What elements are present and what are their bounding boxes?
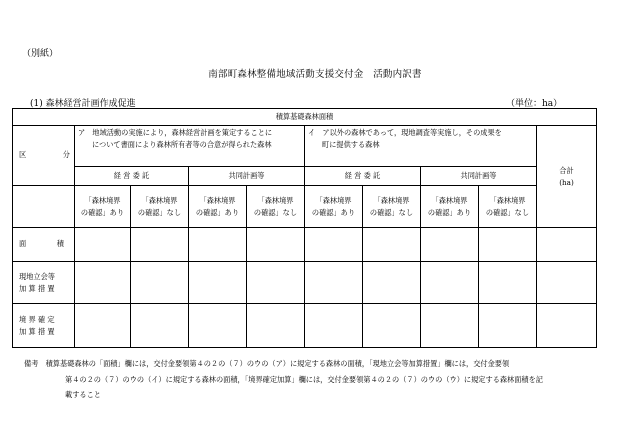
table-cell bbox=[247, 228, 305, 262]
a-keiei-ari bbox=[75, 186, 131, 228]
sub-label: の確認」なし bbox=[253, 207, 298, 217]
a-kyodo-ari bbox=[189, 186, 247, 228]
sub-label: の確認」あり bbox=[195, 207, 240, 217]
a-keiei-itaku-header: 経 営 委 託 bbox=[75, 167, 189, 186]
header-basis-forest-area: 積算基礎森林面積 bbox=[13, 109, 597, 126]
total-unit: (ha) bbox=[559, 177, 574, 187]
table-row-area bbox=[13, 228, 597, 262]
row-label-line: 境 界 確 定 bbox=[19, 315, 55, 325]
sub-label: 「森林境界 bbox=[431, 196, 468, 206]
row-label-line: 加 算 措 置 bbox=[19, 283, 55, 293]
group-i-header bbox=[305, 126, 537, 167]
table-cell bbox=[537, 304, 597, 348]
row-label-area bbox=[13, 228, 75, 262]
sub-label: 「森林境界 bbox=[489, 196, 526, 206]
table-cell bbox=[479, 262, 537, 304]
kubun-left: 区 bbox=[19, 150, 27, 160]
section-heading: (1) 森林経営計画作成促進 bbox=[30, 99, 136, 109]
row-label-kyokai bbox=[13, 304, 75, 348]
sub-label: 「森林境界 bbox=[199, 196, 236, 206]
sub-label: の確認」なし bbox=[485, 207, 530, 217]
table-cell bbox=[305, 304, 363, 348]
a-kyodo-keikaku-header: 共同計画等 bbox=[189, 167, 305, 186]
a-kyodo-nashi bbox=[247, 186, 305, 228]
sub-label: 「森林境界 bbox=[373, 196, 410, 206]
table-cell bbox=[421, 262, 479, 304]
table-cell bbox=[363, 262, 421, 304]
sub-label: 「森林境界 bbox=[84, 196, 121, 206]
table-cell bbox=[421, 228, 479, 262]
kubun-spacer bbox=[13, 186, 75, 228]
table-cell bbox=[131, 262, 189, 304]
row-label-right: 積 bbox=[56, 239, 64, 249]
document-title: 南部町森林整備地域活動支援交付金 活動内訳書 bbox=[208, 69, 422, 80]
table-cell bbox=[189, 262, 247, 304]
table-cell bbox=[305, 262, 363, 304]
sub-label: の確認」あり bbox=[311, 207, 356, 217]
unit-label: （単位：ha） bbox=[506, 99, 563, 109]
note-line-1: 備考 積算基礎森林の「面積」欄には，交付金要領第４の２の（７）のウの（ア）に規定する森林の面積，「現地立会等加算措置」欄には，交付金要領 bbox=[24, 359, 510, 368]
table-cell bbox=[75, 262, 131, 304]
sub-label: の確認」あり bbox=[80, 207, 125, 217]
sub-label: 「森林境界 bbox=[315, 196, 352, 206]
row-label-line: 加 算 措 置 bbox=[19, 326, 55, 336]
group-a-line1: ア 地域活動の実施により，森林経営計画を策定することに bbox=[78, 128, 273, 137]
group-a-header bbox=[75, 126, 305, 167]
kubun-header bbox=[13, 126, 75, 186]
activity-breakdown-table bbox=[12, 108, 597, 348]
sub-label: の確認」なし bbox=[369, 207, 414, 217]
table-cell bbox=[131, 304, 189, 348]
table-cell bbox=[537, 228, 597, 262]
table-cell bbox=[479, 228, 537, 262]
group-a-line2: について書面により森林所有者等の合意が得られた森林 bbox=[92, 140, 272, 150]
row-label-left: 面 bbox=[19, 239, 27, 249]
i-kyodo-nashi bbox=[479, 186, 537, 228]
sub-label: の確認」あり bbox=[427, 207, 472, 217]
note-line-2: 第４の２の（７）のウの（イ）に規定する森林の面積，「境界確定加算」欄には，交付金要領第４の２の（７）のウの（ウ）に規定する森林面積を記 bbox=[65, 375, 543, 384]
note-line-3: 載すること bbox=[65, 390, 101, 399]
i-keiei-ari bbox=[305, 186, 363, 228]
row-label-genchi bbox=[13, 262, 75, 304]
group-i-line1: イ ア以外の森林であって，現地調査等実施し，その成果を bbox=[308, 128, 502, 137]
table-cell bbox=[75, 228, 131, 262]
group-i-line2: 町に提供する森林 bbox=[322, 140, 380, 150]
i-kyodo-ari bbox=[421, 186, 479, 228]
sub-label: 「森林境界 bbox=[141, 196, 178, 206]
sub-label: 「森林境界 bbox=[257, 196, 294, 206]
table-cell bbox=[189, 304, 247, 348]
kubun-right: 分 bbox=[62, 150, 70, 160]
total-header bbox=[537, 126, 597, 228]
table-cell bbox=[479, 304, 537, 348]
i-kyodo-keikaku-header: 共同計画等 bbox=[421, 167, 537, 186]
table-cell bbox=[131, 228, 189, 262]
table-cell bbox=[363, 228, 421, 262]
row-label-line: 現地立会等 bbox=[19, 272, 55, 282]
table-cell bbox=[75, 304, 131, 348]
table-cell bbox=[305, 228, 363, 262]
table-cell bbox=[247, 262, 305, 304]
table-cell bbox=[247, 304, 305, 348]
i-keiei-itaku-header: 経 営 委 託 bbox=[305, 167, 421, 186]
attachment-label: （別紙） bbox=[22, 49, 59, 59]
sub-label: の確認」なし bbox=[137, 207, 182, 217]
a-keiei-nashi bbox=[131, 186, 189, 228]
table-cell bbox=[189, 228, 247, 262]
i-keiei-nashi bbox=[363, 186, 421, 228]
table-cell bbox=[421, 304, 479, 348]
table-row-genchi bbox=[13, 262, 597, 304]
table-row-kyokai bbox=[13, 304, 597, 348]
total-label: 合計 bbox=[559, 166, 574, 176]
table-cell bbox=[363, 304, 421, 348]
table-cell bbox=[537, 262, 597, 304]
